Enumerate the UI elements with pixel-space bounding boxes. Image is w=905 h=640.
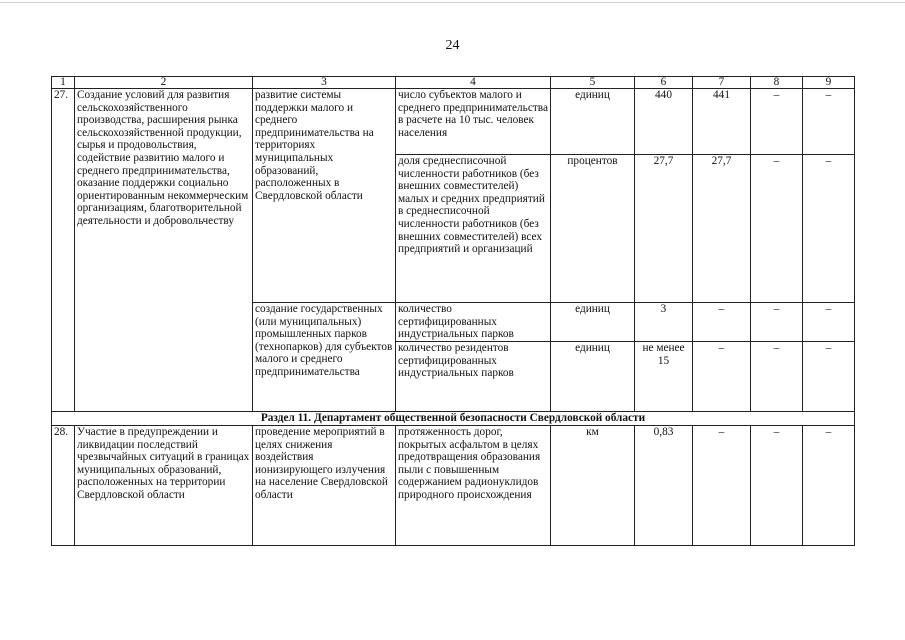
value-col6: 27,7 — [635, 155, 693, 303]
row-number: 27. — [52, 89, 75, 412]
header-cell: 7 — [693, 77, 751, 89]
value-col7: 27,7 — [693, 155, 751, 303]
goal-cell: Участие в предупреждении и ликвидации последствий чрезвычайных ситуаций в границах муниципальных образований, расположенных на территории Свердловской области — [75, 426, 253, 546]
value-col8: – — [751, 303, 803, 342]
value-col6: 3 — [635, 303, 693, 342]
header-cell: 3 — [253, 77, 396, 89]
value-col9: – — [803, 155, 855, 303]
value-col7: – — [693, 426, 751, 546]
value-col9: – — [803, 303, 855, 342]
indicator-unit: км — [551, 426, 635, 546]
value-col6: 0,83 — [635, 426, 693, 546]
scan-top-edge — [0, 2, 905, 5]
value-col9: – — [803, 342, 855, 412]
header-cell: 2 — [75, 77, 253, 89]
value-col8: – — [751, 155, 803, 303]
value-col8: – — [751, 342, 803, 412]
task-cell: проведение мероприятий в целях снижения воздействия ионизирующего излучения на население Свердловской области — [253, 426, 396, 546]
table-row — [52, 426, 855, 546]
row-number: 28. — [52, 426, 75, 546]
value-col6: не менее 15 — [635, 342, 693, 412]
task-cell: создание государственных (или муниципальных) промышленных парков (технопарков) для субъектов малого и среднего предпринимательства — [253, 303, 396, 412]
section-title: Раздел 11. Департамент общественной безопасности Свердловской области — [52, 412, 855, 426]
goal-cell: Создание условий для развития сельскохозяйственного производства, расширения рынка сельскохозяйственной продукции, сырья и продовольствия, содействие развитию малого и среднего предпринимательства, оказание поддержки социально ориентированным некоммерческим организациям, благотворительной деятельности и добровольчеству — [75, 89, 253, 412]
indicator-name: доля среднесписочной численности работников (без внешних совместителей) малых и средних предприятий в среднесписочной численности работников (без внешних совместителей) всех предприятий и организаций — [396, 155, 551, 303]
indicator-unit: единиц — [551, 89, 635, 155]
indicators-table — [51, 76, 855, 546]
indicator-unit: процентов — [551, 155, 635, 303]
value-col6: 440 — [635, 89, 693, 155]
header-cell: 8 — [751, 77, 803, 89]
header-cell: 1 — [52, 77, 75, 89]
header-cell: 9 — [803, 77, 855, 89]
page-number: 24 — [445, 38, 460, 53]
indicator-name: протяженность дорог, покрытых асфальтом в целях предотвращения образования пыли с повышенным содержанием радионуклидов природного происхождения — [396, 426, 551, 546]
value-col7: – — [693, 342, 751, 412]
header-cell: 6 — [635, 77, 693, 89]
indicator-name: число субъектов малого и среднего предпринимательства в расчете на 10 тыс. человек населения — [396, 89, 551, 155]
header-row — [52, 77, 855, 89]
task-cell: развитие системы поддержки малого и среднего предпринимательства на территориях муниципальных образований, расположенных в Свердловской области — [253, 89, 396, 303]
indicator-name: количество резидентов сертифицированных индустриальных парков — [396, 342, 551, 412]
value-col7: 441 — [693, 89, 751, 155]
indicator-unit: единиц — [551, 303, 635, 342]
value-col8: – — [751, 89, 803, 155]
indicator-name: количество сертифицированных индустриальных парков — [396, 303, 551, 342]
value-col9: – — [803, 426, 855, 546]
value-col9: – — [803, 89, 855, 155]
header-cell: 5 — [551, 77, 635, 89]
table-row — [52, 89, 855, 155]
indicator-unit: единиц — [551, 342, 635, 412]
header-cell: 4 — [396, 77, 551, 89]
value-col8: – — [751, 426, 803, 546]
section-row — [52, 412, 855, 426]
value-col7: – — [693, 303, 751, 342]
